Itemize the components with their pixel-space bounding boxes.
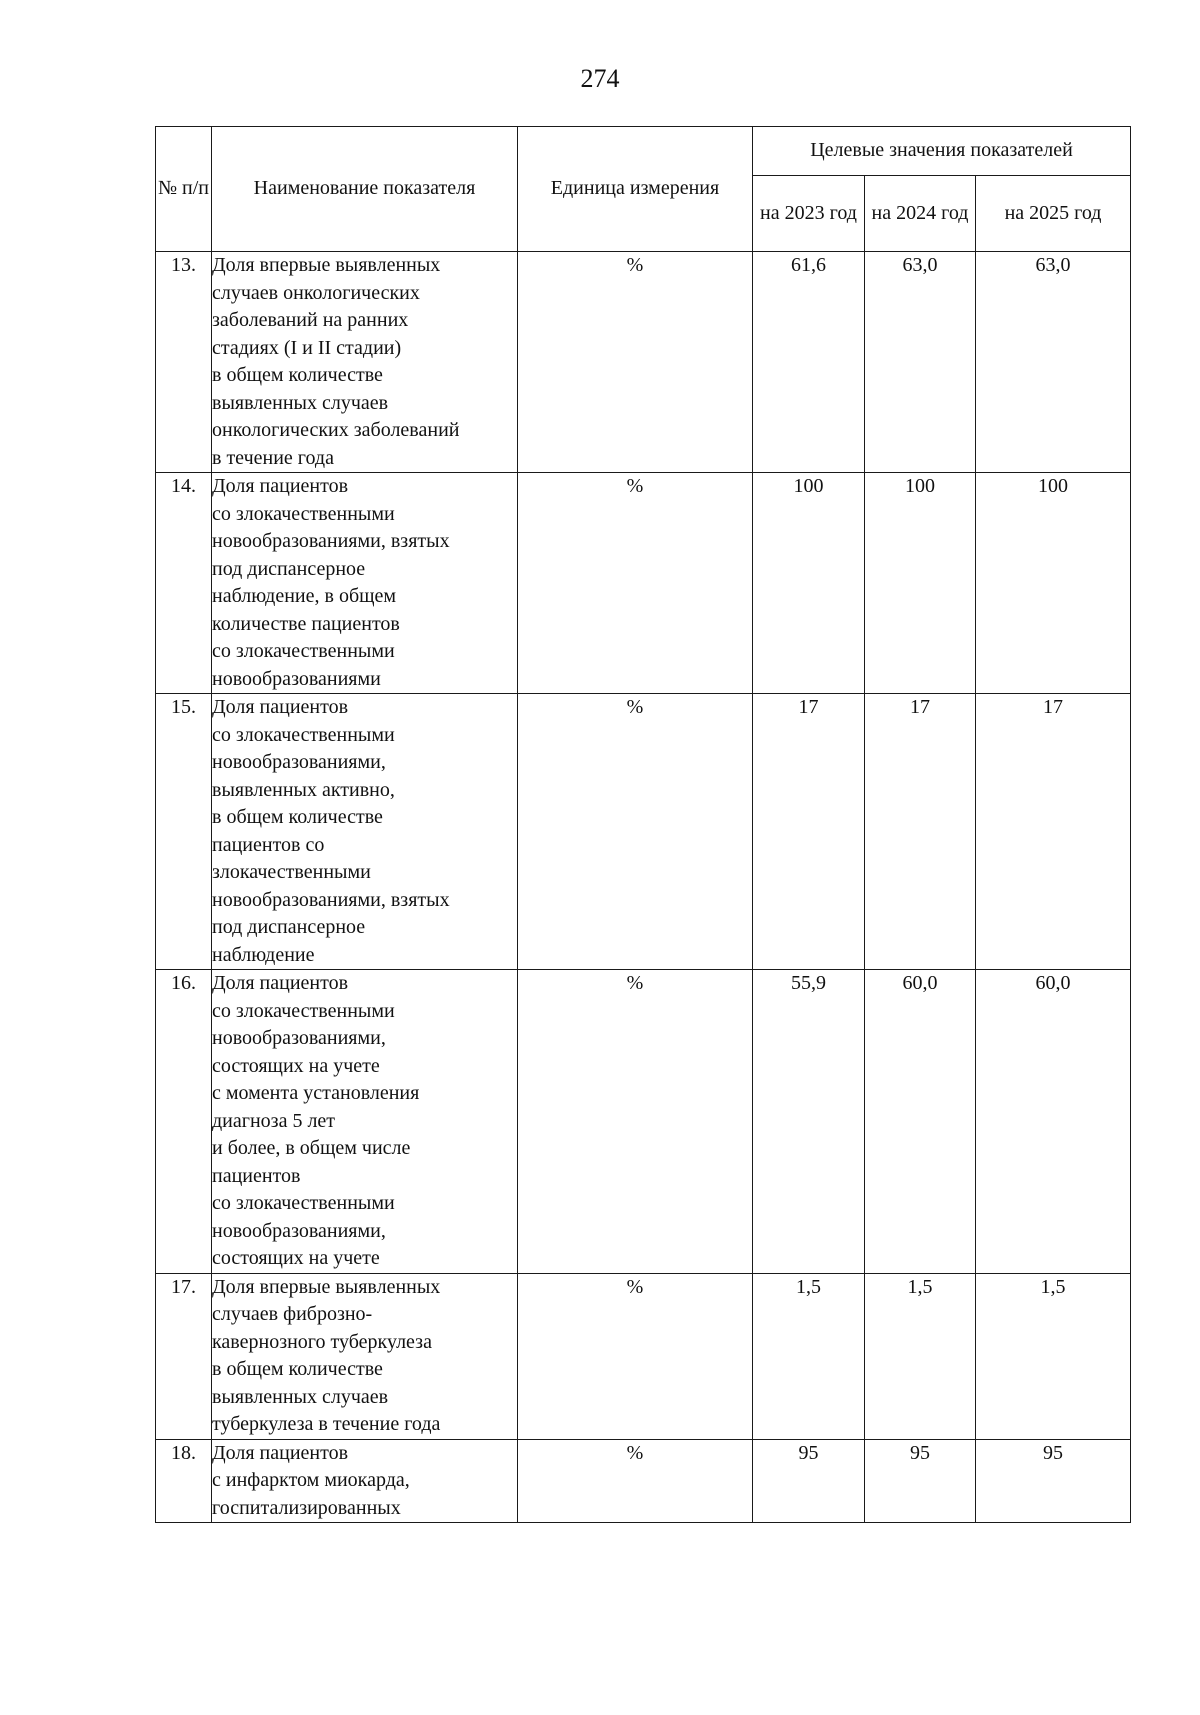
indicator-name-line: новообразованиями, [212,751,386,773]
row-number: 13. [156,252,212,473]
indicator-name-line: случаев фиброзно- [212,1303,373,1325]
table-row [156,1439,1131,1523]
indicator-name-line: в общем количестве [212,364,383,386]
indicator-name-line: злокачественными [212,861,371,883]
row-number: 18. [156,1439,212,1523]
indicator-name-line: госпитализированных [212,1496,401,1519]
table-header [156,127,1131,252]
indicator-name-line: онкологических заболеваний [212,419,460,441]
header-unit: Единица измерения [518,127,753,252]
value-2023: 1,5 [753,1273,865,1439]
unit-cell: % [518,1273,753,1439]
indicator-name-line: выявленных случаев [212,1385,389,1408]
header-num: № п/п [156,127,212,252]
value-2023: 55,9 [753,970,865,1274]
indicator-name-line: Доля пациентов [212,696,349,718]
value-2025: 17 [976,694,1131,970]
header-year-2025: на 2025 год [976,176,1131,252]
indicator-name-line: количестве пациентов [212,612,400,635]
indicator-name-line: со злокачественными [212,999,395,1022]
indicator-name-line: новообразованиями, [212,1219,386,1242]
indicator-name-line: под диспансерное [212,916,366,938]
indicator-name-line: диагноза 5 лет [212,1109,336,1132]
value-2025: 100 [976,473,1131,694]
value-2024: 95 [865,1439,976,1523]
value-2024: 1,5 [865,1273,976,1439]
indicator-name-line: Доля пациентов [212,475,349,497]
table-row [156,694,1131,970]
indicator-name-line: состоящих на учете [212,1247,380,1269]
indicator-name [212,252,518,473]
header-year-2024: на 2024 год [865,176,976,252]
header-name: Наименование показателя [212,127,518,252]
value-2024: 60,0 [865,970,976,1274]
indicator-name-line: кавернозного туберкулеза [212,1330,432,1353]
row-number: 16. [156,970,212,1274]
indicator-name-line: и более, в общем числе [212,1137,411,1159]
indicator-name-line: Доля пациентов [212,972,349,994]
value-2023: 95 [753,1439,865,1523]
indicator-name-line: наблюдение, в общем [212,585,397,607]
indicator-name-line: в общем количестве [212,1358,383,1380]
indicator-name-line: Доля впервые выявленных [212,1275,441,1298]
indicator-name-line: с момента установления [212,1082,420,1104]
indicator-name-line: со злокачественными [212,502,395,525]
indicator-name-line: пациентов [212,1164,301,1187]
unit-cell: % [518,252,753,473]
indicator-name-line: новообразованиями, взятых [212,888,450,911]
indicator-name-line: Доля пациентов [212,1441,349,1464]
indicator-name [212,1439,518,1523]
value-2024: 17 [865,694,976,970]
indicator-name-line: со злокачественными [212,640,395,662]
indicator-name-line: со злокачественными [212,1192,395,1214]
indicator-name [212,970,518,1274]
value-2025: 1,5 [976,1273,1131,1439]
indicator-name-line: пациентов со [212,833,325,856]
indicator-name-line: под диспансерное [212,557,366,580]
indicator-name-line: в общем количестве [212,806,383,828]
value-2025: 63,0 [976,252,1131,473]
indicator-name [212,473,518,694]
indicator-name-line: новообразованиями [212,667,381,690]
table-row [156,1273,1131,1439]
header-year-2023: на 2023 год [753,176,865,252]
indicator-name-line: наблюдение [212,943,315,966]
table-row [156,473,1131,694]
unit-cell: % [518,970,753,1274]
value-2025: 95 [976,1439,1131,1523]
value-2023: 17 [753,694,865,970]
indicator-name-line: состоящих на учете [212,1054,380,1077]
unit-cell: % [518,473,753,694]
row-number: 15. [156,694,212,970]
indicator-name-line: с инфарктом миокарда, [212,1469,410,1491]
row-number: 14. [156,473,212,694]
indicator-name-line: Доля впервые выявленных [212,254,441,276]
indicator-name-line: случаев онкологических [212,281,420,304]
value-2024: 63,0 [865,252,976,473]
indicator-name [212,694,518,970]
unit-cell: % [518,694,753,970]
indicator-name-line: стадиях (I и II стадии) [212,336,402,359]
table-row [156,970,1131,1274]
value-2023: 61,6 [753,252,865,473]
table-body [156,252,1131,1523]
value-2024: 100 [865,473,976,694]
table-row [156,252,1131,473]
indicator-name-line: в течение года [212,446,334,469]
indicator-name [212,1273,518,1439]
header-targets: Целевые значения показателей [753,127,1131,176]
indicator-name-line: выявленных активно, [212,778,395,801]
indicator-name-line: новообразованиями, [212,1027,386,1049]
row-number: 17. [156,1273,212,1439]
value-2025: 60,0 [976,970,1131,1274]
indicator-name-line: выявленных случаев [212,391,389,414]
page-number: 274 [580,64,620,93]
indicator-name-line: со злокачественными [212,723,395,746]
indicator-name-line: новообразованиями, взятых [212,530,450,552]
value-2023: 100 [753,473,865,694]
indicator-name-line: туберкулеза в течение года [212,1413,441,1435]
unit-cell: % [518,1439,753,1523]
indicators-table [155,126,1131,1523]
indicator-name-line: заболеваний на ранних [212,309,409,331]
